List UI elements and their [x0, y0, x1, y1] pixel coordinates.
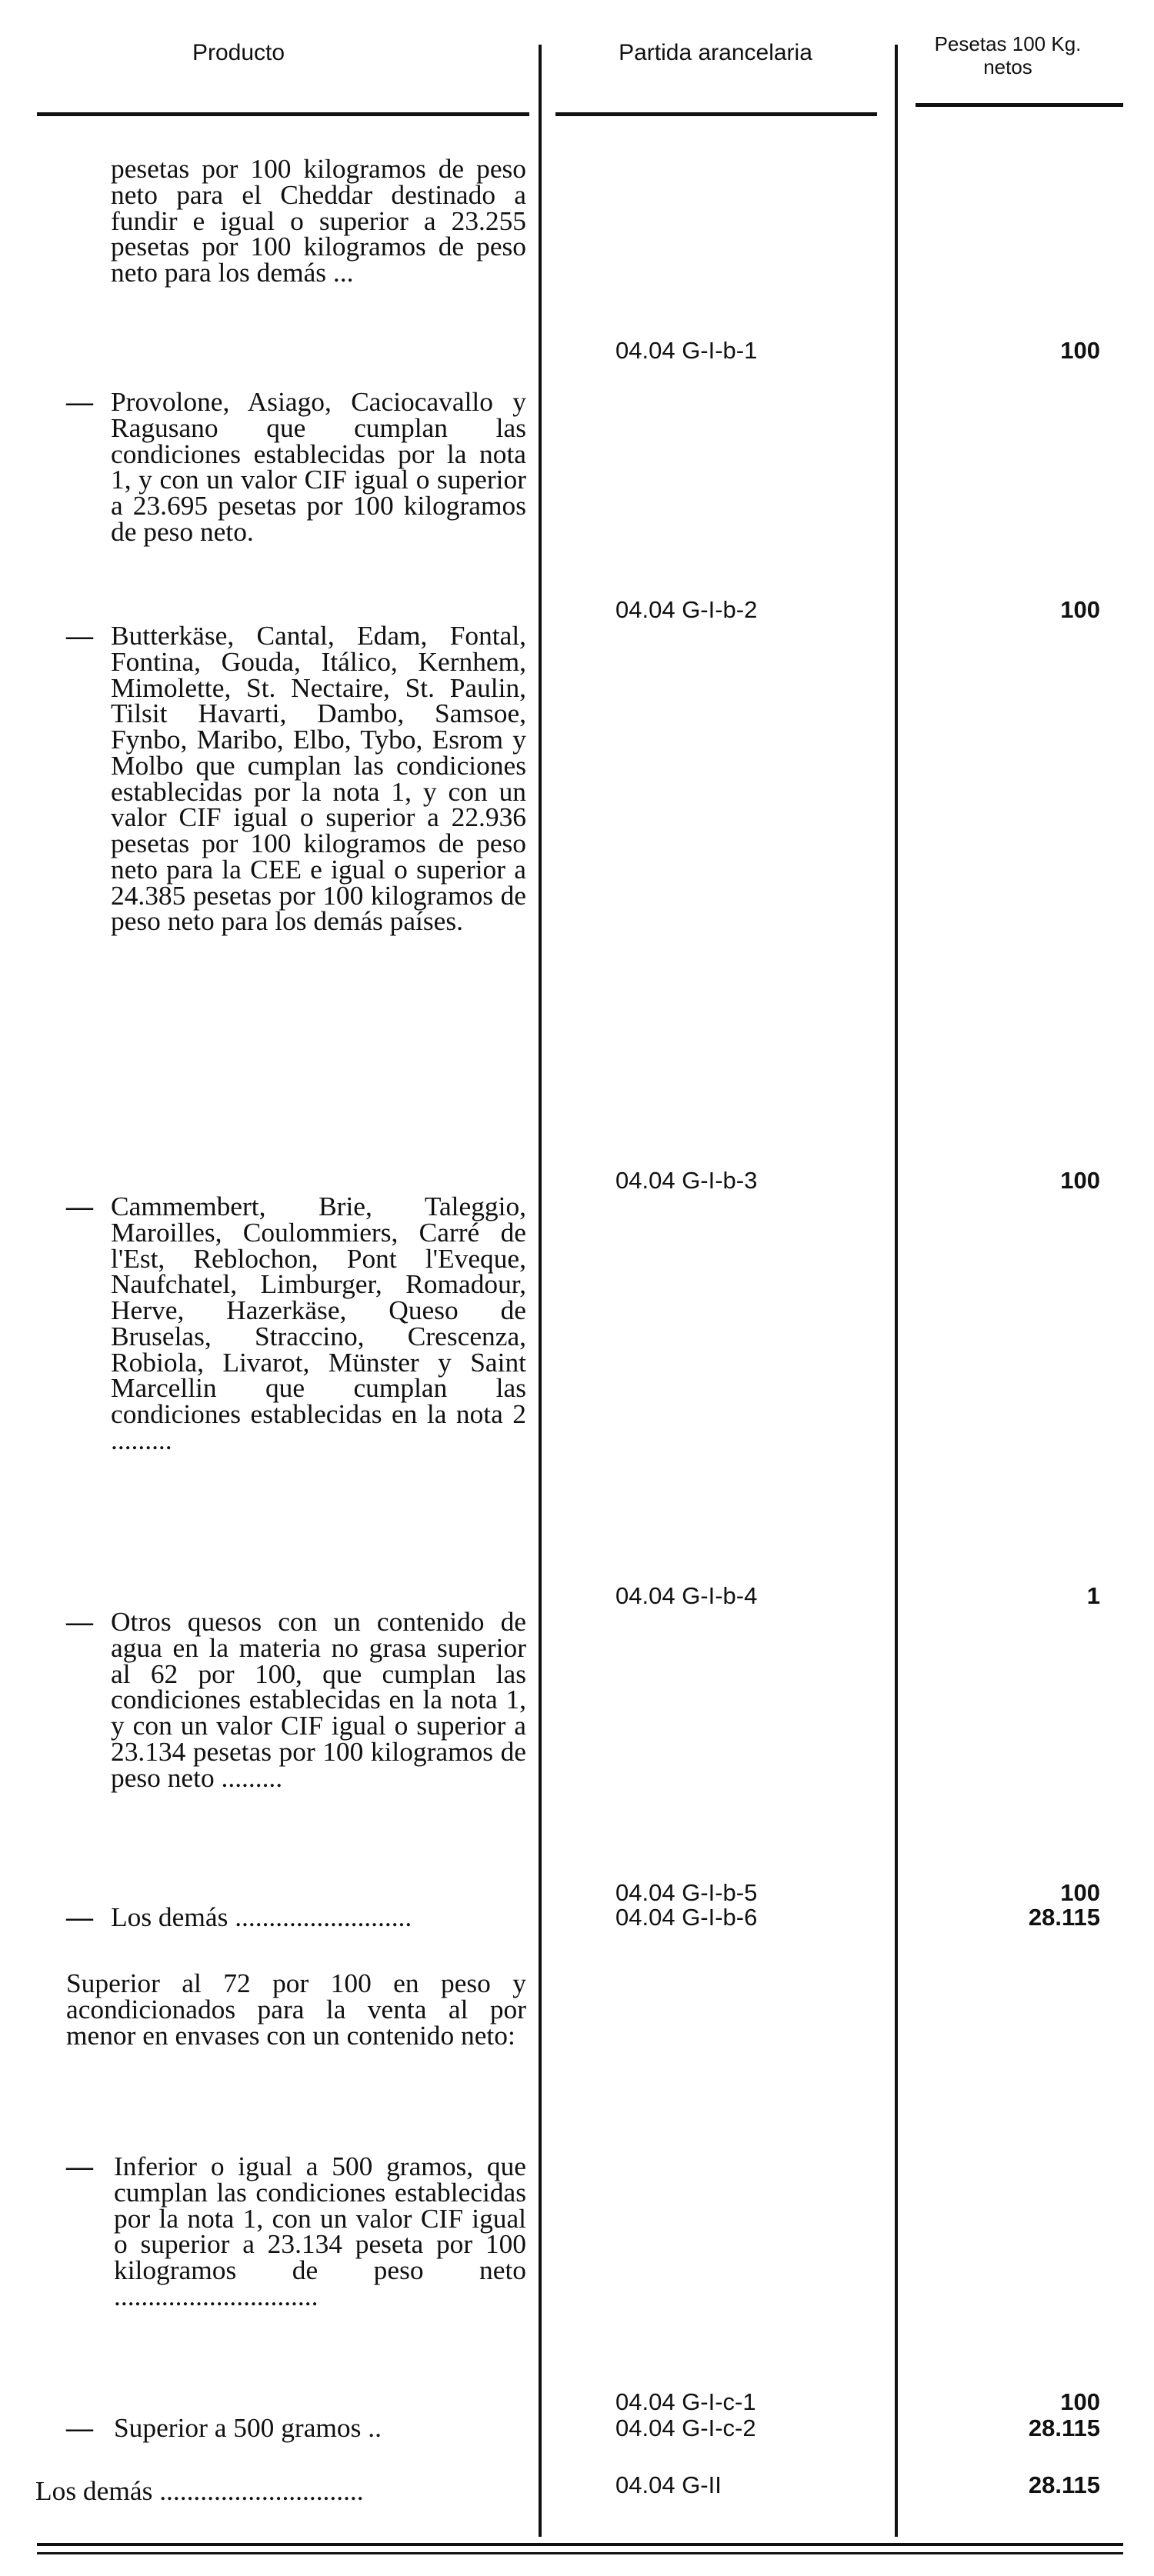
header-rule-pesetas — [916, 103, 1123, 107]
product-description: Provolone, Asiago, Caciocavallo y Ragusano que cumplan las condiciones establecidas por la nota 1, y con un valor CIF igual o superior a 23.695 pesetas por 100 kilogramos de peso neto. — [111, 386, 526, 547]
list-dash: — — [66, 387, 93, 417]
pesetas-value: 100 — [1060, 2388, 1100, 2415]
header-producto: Producto — [192, 40, 285, 65]
list-dash: — — [66, 1191, 93, 1221]
partida-code: 04.04 G-I-b-1 — [615, 337, 758, 364]
pesetas-value: 100 — [1060, 596, 1100, 623]
product-description: pesetas por 100 kilogramos de peso neto para el Cheddar destinado a fundir e igual o superior a 23.255 pesetas por 100 kilogramos de peso neto para los demás ... — [111, 153, 526, 288]
pesetas-value: 100 — [1060, 1879, 1100, 1906]
list-dash: — — [66, 2413, 93, 2443]
partida-code: 04.04 G-I-b-4 — [615, 1582, 758, 1609]
list-dash: — — [66, 1902, 93, 1932]
partida-code: 04.04 G-II — [615, 2471, 722, 2498]
header-rule-partida — [555, 112, 877, 116]
pesetas-value: 100 — [1060, 1167, 1100, 1194]
column-divider-1 — [539, 45, 542, 2537]
product-description: Los demás .......................... — [111, 1901, 412, 1932]
list-dash: — — [66, 1607, 93, 1637]
partida-code: 04.04 G-I-b-6 — [615, 1904, 758, 1931]
product-description: Cammembert, Brie, Taleggio, Maroilles, Coulommiers, Carré de l'Est, Reblochon, Pont l'Eveque, Naufchatel, Limburger, Romadour, Herve, Hazerkäse, Queso de Bruselas, Straccino, Crescenza, Robiola, Livarot, Münster y Saint Marcellin que cumplan las condiciones establecidas en la nota 2 ......... — [111, 1191, 526, 1455]
list-dash: — — [66, 2151, 93, 2181]
header-pesetas-text: Pesetas 100 Kg. netos — [934, 32, 1082, 78]
pesetas-value: 28.115 — [1028, 2471, 1100, 2498]
product-description: Los demás .............................. — [35, 2475, 364, 2506]
partida-code: 04.04 G-I-b-3 — [615, 1167, 758, 1194]
partida-code: 04.04 G-I-b-2 — [615, 596, 758, 623]
partida-code: 04.04 G-I-c-2 — [615, 2414, 756, 2441]
partida-code: 04.04 G-I-c-1 — [615, 2388, 756, 2415]
product-description: Superior al 72 por 100 en peso y acondicionados para la venta al por menor en envases con un contenido neto: — [66, 1968, 526, 2051]
partida-code: 04.04 G-I-b-5 — [615, 1879, 758, 1906]
header-rule-producto — [37, 112, 529, 116]
product-description: Otros quesos con un contenido de agua en la materia no grasa superior al 62 por 100, que cumplan las condiciones establecidas en la nota 1, y con un valor CIF igual o superior a 23.134 pesetas por 100 kilogramos de peso neto ......... — [111, 1606, 526, 1793]
product-description: Butterkäse, Cantal, Edam, Fontal, Fontina, Gouda, Itálico, Kernhem, Mimolette, St. Nectaire, St. Paulin, Tilsit Havarti, Dambo, Samsoe, Fynbo, Maribo, Elbo, Tybo, Esrom y Molbo que cumplan las condiciones establecidas por la nota 1, y con un valor CIF igual o superior a 22.936 pesetas por 100 kilogramos de peso neto para la CEE e igual o superior a 24.385 pesetas por 100 kilogramos de peso neto para los demás países. — [111, 620, 526, 937]
product-description: Superior a 500 gramos .. — [114, 2412, 382, 2443]
pesetas-value: 28.115 — [1028, 2414, 1100, 2441]
column-divider-2 — [895, 45, 898, 2537]
footer-rule-top — [37, 2543, 1123, 2546]
product-description: Inferior o igual a 500 gramos, que cumplan las condiciones establecidas por la nota 1, con un valor CIF igual o superior a 23.134 peseta por 100 kilogramos de peso neto .............................. — [114, 2151, 526, 2311]
header-partida-arancelaria: Partida arancelaria — [619, 40, 812, 65]
footer-rule-bottom — [37, 2552, 1123, 2554]
pesetas-value: 1 — [1086, 1582, 1100, 1609]
pesetas-value: 100 — [1060, 337, 1100, 364]
pesetas-value: 28.115 — [1028, 1904, 1100, 1931]
list-dash: — — [66, 621, 93, 651]
header-pesetas — [885, 32, 1131, 78]
